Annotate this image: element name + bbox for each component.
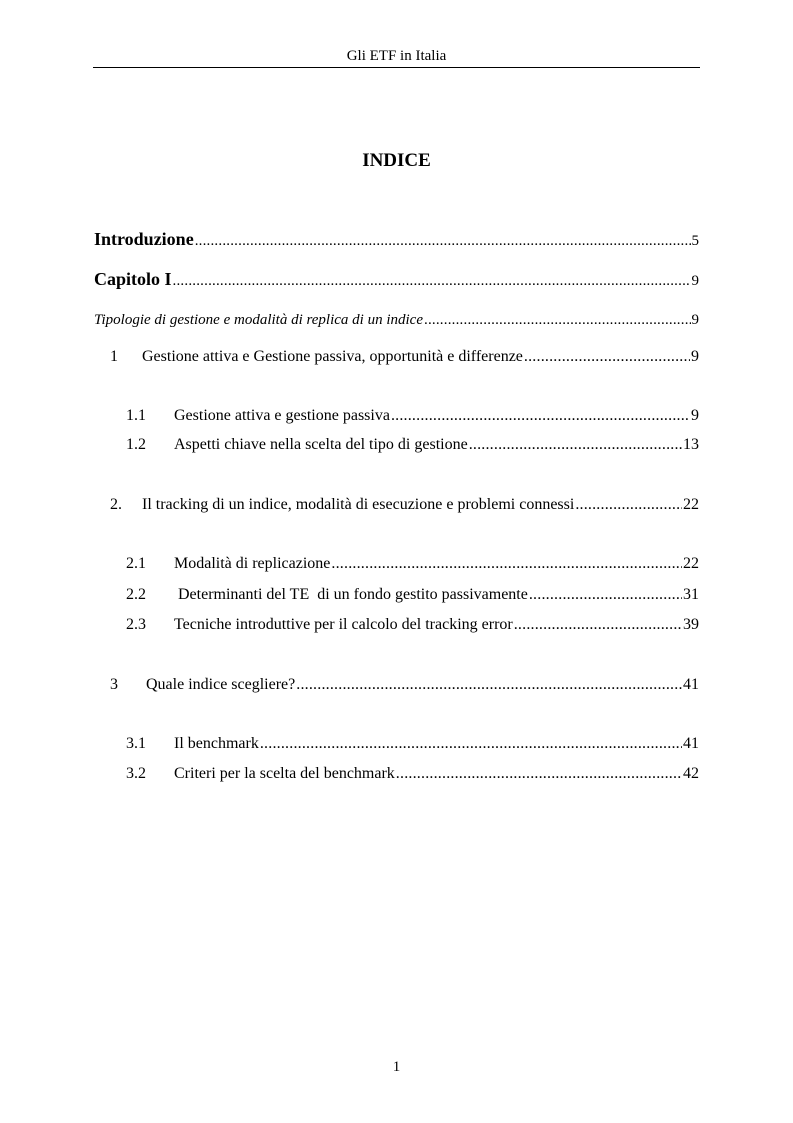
toc-entry-title: Modalità di replicazione [174, 555, 331, 572]
toc-entry-title: Il benchmark [174, 735, 259, 752]
toc-entry-introduzione[interactable] [94, 228, 699, 252]
toc-entry-title: Criteri per la scelta del benchmark [174, 765, 395, 782]
toc-entry-number: 1.1 [126, 407, 146, 424]
toc-entry-title: Il tracking di un indice, modalità di esecuzione e problemi connessi [142, 496, 575, 513]
toc-entry-title: Tipologie di gestione e modalità di replica di un indice [94, 312, 423, 328]
toc-entry-number: 2.3 [126, 616, 146, 633]
toc-entry-section-2[interactable] [110, 495, 699, 515]
toc-entry-title: Tecniche introduttive per il calcolo del tracking error [174, 616, 513, 633]
dot-leader [331, 554, 682, 574]
toc-entry-title: Capitolo I [94, 269, 172, 289]
toc-entry-title: Introduzione [94, 229, 194, 249]
toc-entry-title: Aspetti chiave nella scelta del tipo di gestione [174, 436, 468, 453]
page-number: 1 [392, 1059, 401, 1075]
toc-entry-number: 1 [110, 348, 118, 365]
toc-entry-number: 2. [110, 496, 122, 513]
toc-entry-page: 22 [683, 555, 699, 572]
toc-entry-capitolo-1[interactable] [94, 268, 699, 292]
dot-leader [173, 270, 691, 292]
toc-entry-number: 1.2 [126, 436, 146, 453]
toc-entry-title: Gestione attiva e gestione passiva [174, 407, 390, 424]
page-title: INDICE [362, 150, 431, 171]
toc-entry-page: 13 [683, 436, 699, 453]
toc-entry-section-3-1[interactable] [126, 734, 699, 754]
toc-entry-page: 42 [683, 765, 699, 782]
dot-leader [296, 675, 682, 695]
toc-entry-page: 31 [683, 586, 699, 603]
toc-entry-page: 41 [683, 735, 699, 752]
toc-entry-title: Gestione attiva e Gestione passiva, opportunità e differenze [142, 348, 523, 365]
dot-leader [195, 230, 691, 252]
dot-leader [391, 406, 690, 426]
dot-leader [529, 585, 682, 605]
toc-entry-section-2-2[interactable] [126, 585, 699, 605]
toc-entry-section-1-1[interactable] [126, 406, 699, 426]
toc-entry-section-3[interactable] [110, 675, 699, 695]
toc-entry-section-1-2[interactable] [126, 435, 699, 455]
toc-entry-number: 3.1 [126, 735, 146, 752]
toc-entry-number: 3.2 [126, 765, 146, 782]
toc-entry-number: 2.2 [126, 586, 146, 603]
toc-entry-section-1[interactable] [110, 347, 699, 367]
dot-leader [575, 495, 682, 515]
toc-entry-title: Quale indice scegliere? [142, 676, 296, 693]
toc-entry-page: 22 [683, 496, 699, 513]
dot-leader [469, 435, 682, 455]
toc-entry-page: 9 [691, 407, 699, 424]
dot-leader [424, 310, 691, 330]
toc-entry-page: 9 [691, 348, 699, 365]
toc-entry-page: 9 [691, 312, 699, 328]
dot-leader [524, 347, 690, 367]
toc-entry-page: 39 [683, 616, 699, 633]
toc-entry-section-3-2[interactable] [126, 764, 699, 784]
header-rule [93, 67, 700, 68]
dot-leader [514, 615, 682, 635]
toc-entry-title: Determinanti del TE di un fondo gestito passivamente [174, 586, 528, 603]
toc-entry-number: 2.1 [126, 555, 146, 572]
dot-leader [396, 764, 682, 784]
dot-leader [260, 734, 682, 754]
toc-entry-section-2-1[interactable] [126, 554, 699, 574]
toc-entry-chapter-subtitle[interactable] [94, 310, 699, 330]
running-header: Gli ETF in Italia [346, 48, 447, 64]
toc-entry-section-2-3[interactable] [126, 615, 699, 635]
toc-entry-page: 5 [691, 233, 699, 249]
toc-entry-number: 3 [110, 676, 118, 693]
toc-entry-page: 9 [691, 273, 699, 289]
toc-entry-page: 41 [683, 676, 699, 693]
